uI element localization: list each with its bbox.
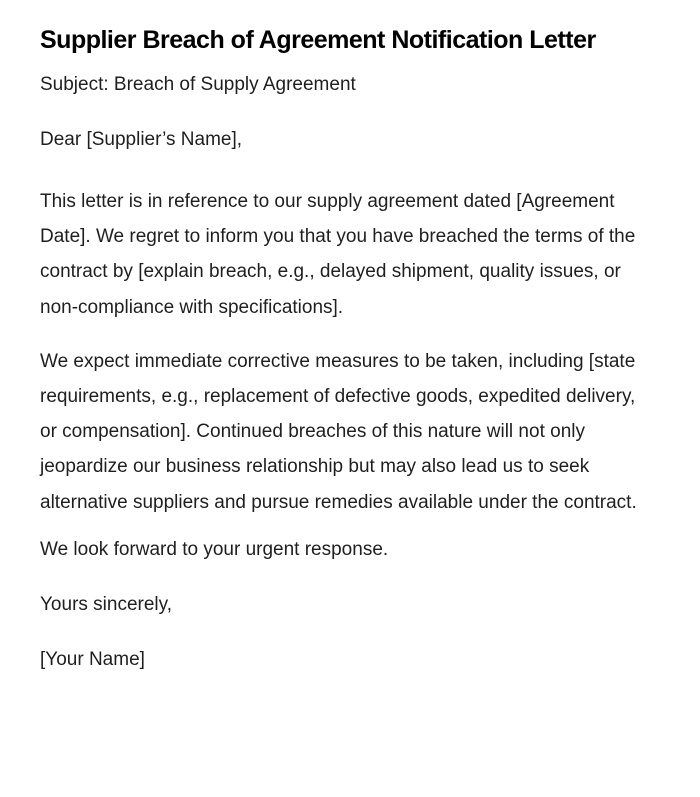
letter-body-paragraph-2: We expect immediate corrective measures to be taken, including [state requirements, e.g., replacement of defective goods, expedited delivery, or compensation]. Continued breaches of this nature will not only jeopardize our business relationship but may also lead us to seek alternative suppliers and pursue remedies available under the contract.	[40, 350, 637, 513]
letter-document	[40, 22, 640, 704]
letter-body-paragraph-1: This letter is in reference to our supply agreement dated [Agreement Date]. We regret to inform you that you have breached the terms of the contract by [explain breach, e.g., delayed shipment, quality issues, or non-compliance with specifications].	[40, 191, 636, 318]
letter-title: Supplier Breach of Agreement Notification Letter	[40, 26, 596, 54]
letter-closing-line: We look forward to your urgent response.	[40, 538, 389, 560]
letter-salutation: Dear [Supplier’s Name],	[40, 129, 243, 150]
letter-subject: Subject: Breach of Supply Agreement	[40, 74, 356, 95]
letter-signature: [Your Name]	[40, 648, 145, 670]
letter-sign-off: Yours sincerely,	[40, 593, 173, 615]
